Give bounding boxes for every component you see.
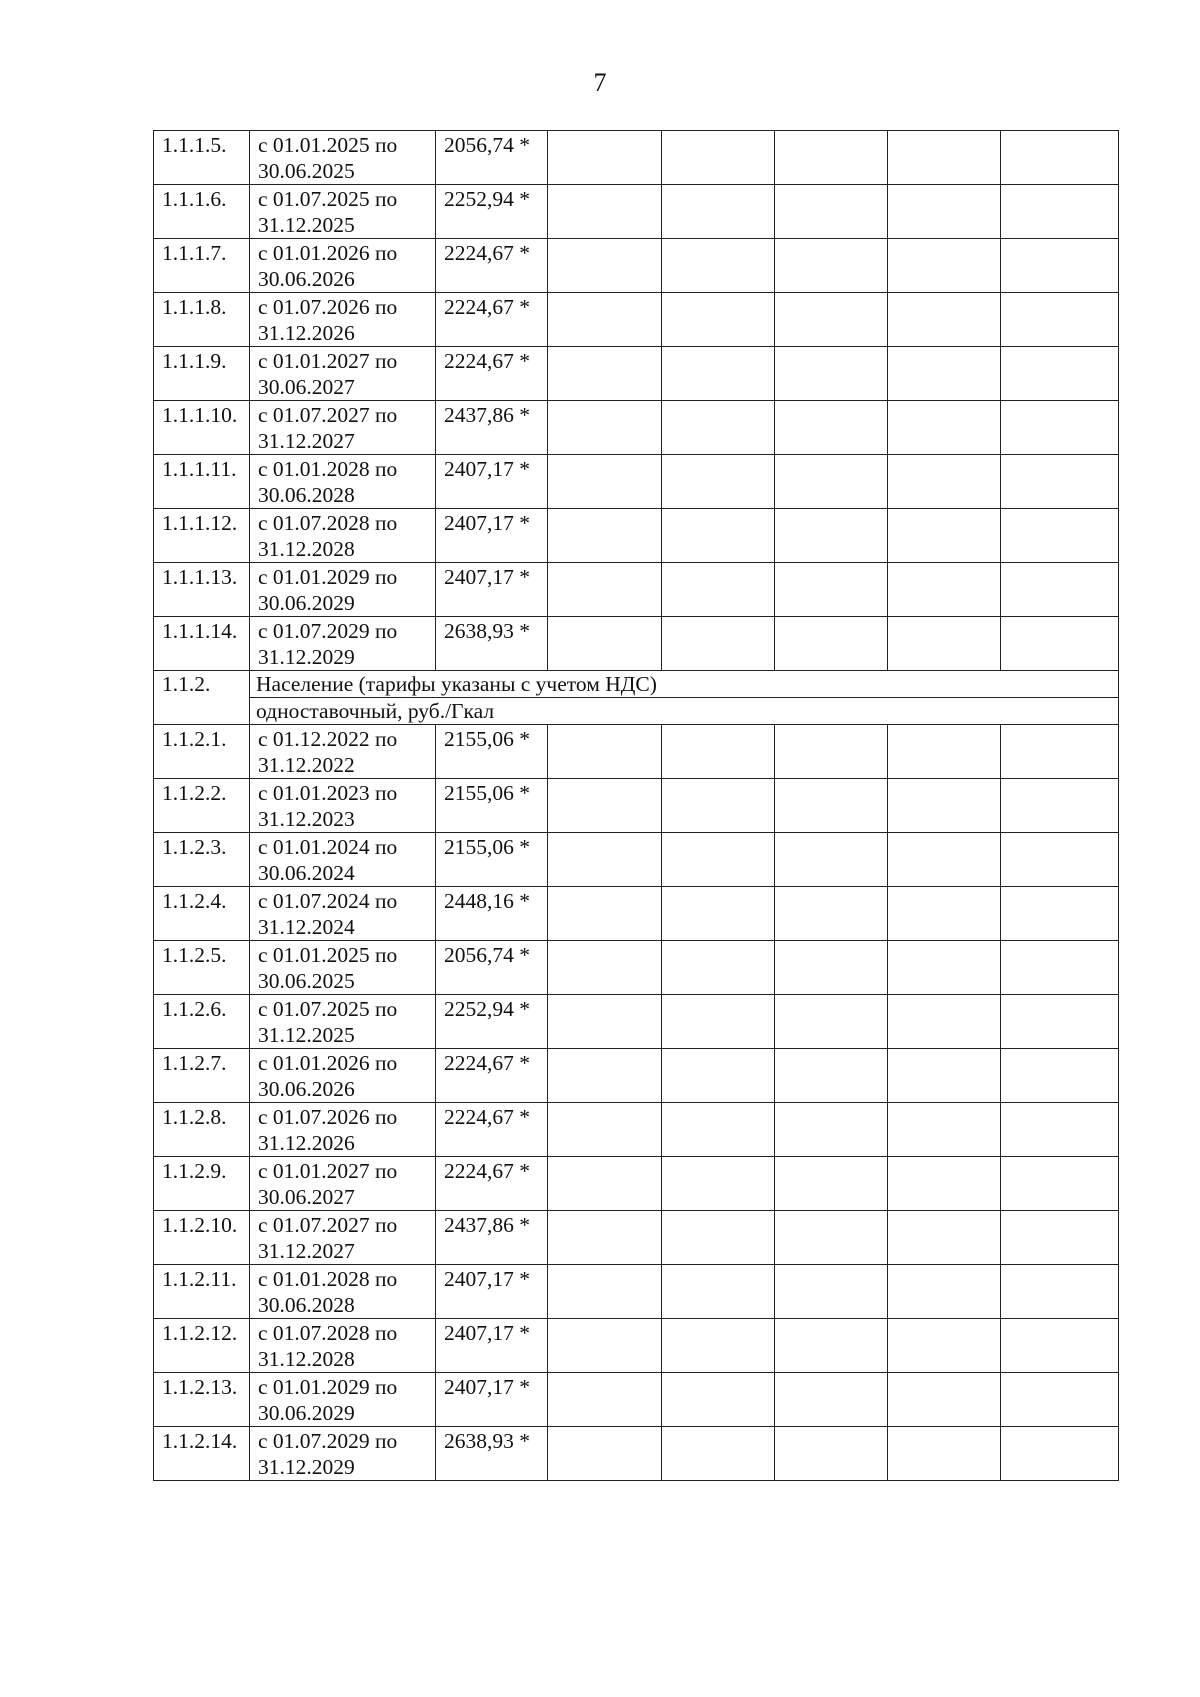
tariff-value: 2224,67 * — [436, 1049, 548, 1103]
empty-cell — [775, 1103, 888, 1157]
table-row — [154, 1103, 1119, 1157]
empty-cell — [775, 833, 888, 887]
empty-cell — [662, 455, 775, 509]
empty-cell — [548, 455, 662, 509]
tariff-table — [153, 130, 1119, 1481]
group-title: Население (тарифы указаны с учетом НДС) — [250, 671, 1119, 698]
table-row — [154, 347, 1119, 401]
row-number: 1.1.2.3. — [154, 833, 250, 887]
empty-cell — [1001, 1211, 1119, 1265]
empty-cell — [888, 1373, 1001, 1427]
empty-cell — [888, 131, 1001, 185]
period-cell — [250, 563, 436, 617]
table-row — [154, 995, 1119, 1049]
empty-cell — [662, 293, 775, 347]
table-row — [154, 1157, 1119, 1211]
row-number: 1.1.2.8. — [154, 1103, 250, 1157]
empty-cell — [548, 779, 662, 833]
period-cell — [250, 725, 436, 779]
empty-cell — [1001, 725, 1119, 779]
empty-cell — [775, 1049, 888, 1103]
empty-cell — [548, 887, 662, 941]
empty-cell — [548, 131, 662, 185]
empty-cell — [662, 1157, 775, 1211]
empty-cell — [1001, 1049, 1119, 1103]
tariff-value: 2638,93 * — [436, 617, 548, 671]
tariff-rows-population — [154, 725, 1119, 1481]
row-number: 1.1.2.1. — [154, 725, 250, 779]
table-row — [154, 779, 1119, 833]
empty-cell — [662, 887, 775, 941]
period-to: 30.06.2029 — [258, 591, 355, 615]
empty-cell — [1001, 563, 1119, 617]
period-cell — [250, 1103, 436, 1157]
empty-cell — [888, 1319, 1001, 1373]
empty-cell — [662, 833, 775, 887]
empty-cell — [662, 1373, 775, 1427]
empty-cell — [888, 563, 1001, 617]
tariff-value: 2224,67 * — [436, 293, 548, 347]
period-to: 31.12.2026 — [258, 1131, 355, 1155]
empty-cell — [775, 1211, 888, 1265]
tariff-value: 2155,06 * — [436, 725, 548, 779]
table-row — [154, 833, 1119, 887]
empty-cell — [775, 455, 888, 509]
period-from: с 01.07.2026 по — [258, 295, 398, 319]
table-row — [154, 131, 1119, 185]
empty-cell — [775, 239, 888, 293]
row-number: 1.1.2.4. — [154, 887, 250, 941]
table-row — [154, 1049, 1119, 1103]
empty-cell — [662, 1049, 775, 1103]
empty-cell — [888, 239, 1001, 293]
empty-cell — [662, 563, 775, 617]
table-row — [154, 887, 1119, 941]
tariff-value: 2407,17 * — [436, 1373, 548, 1427]
period-from: с 01.01.2029 по — [258, 1375, 398, 1399]
period-from: с 01.07.2029 по — [258, 1429, 398, 1453]
period-cell — [250, 1157, 436, 1211]
period-from: с 01.01.2026 по — [258, 241, 398, 265]
table-row — [154, 941, 1119, 995]
empty-cell — [548, 725, 662, 779]
tariff-value: 2056,74 * — [436, 941, 548, 995]
empty-cell — [888, 1211, 1001, 1265]
period-to: 30.06.2027 — [258, 1185, 355, 1209]
empty-cell — [1001, 779, 1119, 833]
period-to: 30.06.2024 — [258, 861, 355, 885]
empty-cell — [548, 1319, 662, 1373]
period-to: 31.12.2028 — [258, 1347, 355, 1371]
row-number: 1.1.1.10. — [154, 401, 250, 455]
period-cell — [250, 131, 436, 185]
empty-cell — [662, 995, 775, 1049]
empty-cell — [888, 833, 1001, 887]
row-number: 1.1.1.6. — [154, 185, 250, 239]
period-to: 30.06.2028 — [258, 483, 355, 507]
empty-cell — [1001, 347, 1119, 401]
row-number: 1.1.2.2. — [154, 779, 250, 833]
empty-cell — [662, 131, 775, 185]
tariff-rows-commercial — [154, 131, 1119, 671]
row-number: 1.1.1.14. — [154, 617, 250, 671]
period-cell — [250, 239, 436, 293]
empty-cell — [662, 779, 775, 833]
period-to: 31.12.2026 — [258, 321, 355, 345]
table-row — [154, 1319, 1119, 1373]
period-from: с 01.01.2027 по — [258, 1159, 398, 1183]
period-to: 30.06.2026 — [258, 1077, 355, 1101]
empty-cell — [1001, 293, 1119, 347]
empty-cell — [888, 347, 1001, 401]
period-from: с 01.01.2026 по — [258, 1051, 398, 1075]
period-to: 31.12.2028 — [258, 537, 355, 561]
period-to: 30.06.2027 — [258, 375, 355, 399]
group-header — [154, 671, 1119, 725]
empty-cell — [775, 1373, 888, 1427]
period-cell — [250, 779, 436, 833]
period-cell — [250, 1211, 436, 1265]
period-to: 31.12.2025 — [258, 1023, 355, 1047]
period-from: с 01.01.2025 по — [258, 133, 398, 157]
empty-cell — [775, 1427, 888, 1481]
empty-cell — [1001, 455, 1119, 509]
empty-cell — [888, 401, 1001, 455]
period-cell — [250, 1049, 436, 1103]
tariff-value: 2224,67 * — [436, 239, 548, 293]
tariff-value: 2224,67 * — [436, 347, 548, 401]
period-cell — [250, 509, 436, 563]
tariff-value: 2407,17 * — [436, 455, 548, 509]
period-cell — [250, 995, 436, 1049]
period-to: 30.06.2029 — [258, 1401, 355, 1425]
tariff-value: 2407,17 * — [436, 509, 548, 563]
period-from: с 01.07.2025 по — [258, 997, 398, 1021]
empty-cell — [548, 401, 662, 455]
period-from: с 01.07.2029 по — [258, 619, 398, 643]
empty-cell — [888, 1049, 1001, 1103]
group-subtitle: одноставочный, руб./Гкал — [250, 698, 1119, 725]
table-row — [154, 563, 1119, 617]
empty-cell — [775, 1157, 888, 1211]
table-row — [154, 509, 1119, 563]
empty-cell — [888, 293, 1001, 347]
empty-cell — [662, 1211, 775, 1265]
period-to: 30.06.2025 — [258, 969, 355, 993]
group-subtitle-row — [154, 698, 1119, 725]
empty-cell — [888, 887, 1001, 941]
period-to: 30.06.2028 — [258, 1293, 355, 1317]
empty-cell — [1001, 131, 1119, 185]
period-to: 31.12.2029 — [258, 1455, 355, 1479]
empty-cell — [888, 1427, 1001, 1481]
tariff-value: 2155,06 * — [436, 779, 548, 833]
period-cell — [250, 185, 436, 239]
row-number: 1.1.2.9. — [154, 1157, 250, 1211]
empty-cell — [662, 185, 775, 239]
empty-cell — [775, 563, 888, 617]
tariff-value: 2407,17 * — [436, 1319, 548, 1373]
period-to: 31.12.2025 — [258, 213, 355, 237]
empty-cell — [548, 1049, 662, 1103]
empty-cell — [1001, 1319, 1119, 1373]
empty-cell — [662, 509, 775, 563]
period-from: с 01.01.2028 по — [258, 457, 398, 481]
period-cell — [250, 833, 436, 887]
empty-cell — [662, 401, 775, 455]
empty-cell — [775, 887, 888, 941]
empty-cell — [548, 1103, 662, 1157]
empty-cell — [1001, 185, 1119, 239]
period-to: 31.12.2029 — [258, 645, 355, 669]
empty-cell — [548, 1157, 662, 1211]
period-cell — [250, 1373, 436, 1427]
period-from: с 01.01.2023 по — [258, 781, 398, 805]
empty-cell — [888, 185, 1001, 239]
row-number: 1.1.2.10. — [154, 1211, 250, 1265]
period-from: с 01.01.2028 по — [258, 1267, 398, 1291]
empty-cell — [548, 563, 662, 617]
empty-cell — [775, 779, 888, 833]
empty-cell — [888, 617, 1001, 671]
period-from: с 01.01.2027 по — [258, 349, 398, 373]
row-number: 1.1.1.11. — [154, 455, 250, 509]
empty-cell — [775, 401, 888, 455]
empty-cell — [1001, 833, 1119, 887]
tariff-value: 2252,94 * — [436, 185, 548, 239]
empty-cell — [888, 995, 1001, 1049]
table-row — [154, 725, 1119, 779]
row-number: 1.1.1.9. — [154, 347, 250, 401]
period-from: с 01.07.2028 по — [258, 1321, 398, 1345]
empty-cell — [662, 941, 775, 995]
empty-cell — [548, 239, 662, 293]
tariff-value: 2056,74 * — [436, 131, 548, 185]
empty-cell — [775, 131, 888, 185]
empty-cell — [1001, 239, 1119, 293]
row-number: 1.1.2.12. — [154, 1319, 250, 1373]
period-to: 31.12.2022 — [258, 753, 355, 777]
empty-cell — [662, 239, 775, 293]
empty-cell — [548, 995, 662, 1049]
empty-cell — [775, 995, 888, 1049]
tariff-value: 2407,17 * — [436, 1265, 548, 1319]
empty-cell — [775, 725, 888, 779]
empty-cell — [888, 725, 1001, 779]
period-cell — [250, 347, 436, 401]
empty-cell — [1001, 401, 1119, 455]
tariff-value: 2252,94 * — [436, 995, 548, 1049]
empty-cell — [662, 617, 775, 671]
row-number: 1.1.1.13. — [154, 563, 250, 617]
empty-cell — [888, 1103, 1001, 1157]
row-number: 1.1.1.12. — [154, 509, 250, 563]
period-cell — [250, 1319, 436, 1373]
empty-cell — [1001, 941, 1119, 995]
tariff-value: 2448,16 * — [436, 887, 548, 941]
group-row — [154, 671, 1119, 698]
table-row — [154, 1427, 1119, 1481]
empty-cell — [775, 617, 888, 671]
empty-cell — [548, 509, 662, 563]
table-row — [154, 293, 1119, 347]
period-to: 30.06.2026 — [258, 267, 355, 291]
table-row — [154, 1265, 1119, 1319]
empty-cell — [888, 1157, 1001, 1211]
period-from: с 01.07.2026 по — [258, 1105, 398, 1129]
tariff-value: 2155,06 * — [436, 833, 548, 887]
row-number: 1.1.2.14. — [154, 1427, 250, 1481]
period-cell — [250, 401, 436, 455]
row-number: 1.1.2.5. — [154, 941, 250, 995]
page-number: 7 — [593, 68, 607, 97]
empty-cell — [662, 1103, 775, 1157]
empty-cell — [888, 509, 1001, 563]
row-number: 1.1.2.7. — [154, 1049, 250, 1103]
empty-cell — [1001, 617, 1119, 671]
empty-cell — [662, 1319, 775, 1373]
tariff-value: 2437,86 * — [436, 1211, 548, 1265]
row-number: 1.1.2.6. — [154, 995, 250, 1049]
empty-cell — [775, 509, 888, 563]
table-row — [154, 1373, 1119, 1427]
period-cell — [250, 293, 436, 347]
empty-cell — [1001, 509, 1119, 563]
empty-cell — [662, 1427, 775, 1481]
period-to: 31.12.2027 — [258, 1239, 355, 1263]
period-to: 31.12.2023 — [258, 807, 355, 831]
empty-cell — [548, 293, 662, 347]
period-from: с 01.07.2028 по — [258, 511, 398, 535]
empty-cell — [1001, 1157, 1119, 1211]
empty-cell — [548, 833, 662, 887]
empty-cell — [775, 1319, 888, 1373]
empty-cell — [548, 1427, 662, 1481]
period-from: с 01.12.2022 по — [258, 727, 398, 751]
period-cell — [250, 1265, 436, 1319]
empty-cell — [775, 185, 888, 239]
group-number: 1.1.2. — [154, 671, 250, 725]
empty-cell — [1001, 995, 1119, 1049]
empty-cell — [1001, 1103, 1119, 1157]
tariff-value: 2437,86 * — [436, 401, 548, 455]
empty-cell — [1001, 1373, 1119, 1427]
table-row — [154, 455, 1119, 509]
tariff-value: 2638,93 * — [436, 1427, 548, 1481]
empty-cell — [548, 185, 662, 239]
empty-cell — [1001, 1427, 1119, 1481]
period-cell — [250, 941, 436, 995]
period-from: с 01.01.2024 по — [258, 835, 398, 859]
period-cell — [250, 887, 436, 941]
empty-cell — [775, 293, 888, 347]
tariff-value: 2407,17 * — [436, 563, 548, 617]
period-cell — [250, 617, 436, 671]
period-cell — [250, 455, 436, 509]
row-number: 1.1.1.5. — [154, 131, 250, 185]
empty-cell — [775, 941, 888, 995]
period-to: 31.12.2024 — [258, 915, 355, 939]
tariff-value: 2224,67 * — [436, 1157, 548, 1211]
period-from: с 01.07.2024 по — [258, 889, 398, 913]
row-number: 1.1.1.8. — [154, 293, 250, 347]
empty-cell — [888, 941, 1001, 995]
empty-cell — [548, 1265, 662, 1319]
period-from: с 01.07.2025 по — [258, 187, 398, 211]
empty-cell — [548, 617, 662, 671]
table-row — [154, 185, 1119, 239]
empty-cell — [888, 779, 1001, 833]
empty-cell — [662, 1265, 775, 1319]
period-from: с 01.01.2029 по — [258, 565, 398, 589]
empty-cell — [662, 347, 775, 401]
period-cell — [250, 1427, 436, 1481]
empty-cell — [1001, 887, 1119, 941]
period-to: 30.06.2025 — [258, 159, 355, 183]
table-row — [154, 239, 1119, 293]
empty-cell — [548, 1373, 662, 1427]
table-row — [154, 1211, 1119, 1265]
table-row — [154, 617, 1119, 671]
tariff-value: 2224,67 * — [436, 1103, 548, 1157]
period-to: 31.12.2027 — [258, 429, 355, 453]
empty-cell — [548, 1211, 662, 1265]
empty-cell — [888, 1265, 1001, 1319]
empty-cell — [548, 941, 662, 995]
row-number: 1.1.2.11. — [154, 1265, 250, 1319]
table-row — [154, 401, 1119, 455]
empty-cell — [662, 725, 775, 779]
period-from: с 01.07.2027 по — [258, 403, 398, 427]
empty-cell — [775, 347, 888, 401]
empty-cell — [888, 455, 1001, 509]
period-from: с 01.01.2025 по — [258, 943, 398, 967]
empty-cell — [548, 347, 662, 401]
row-number: 1.1.2.13. — [154, 1373, 250, 1427]
period-from: с 01.07.2027 по — [258, 1213, 398, 1237]
row-number: 1.1.1.7. — [154, 239, 250, 293]
empty-cell — [1001, 1265, 1119, 1319]
empty-cell — [775, 1265, 888, 1319]
